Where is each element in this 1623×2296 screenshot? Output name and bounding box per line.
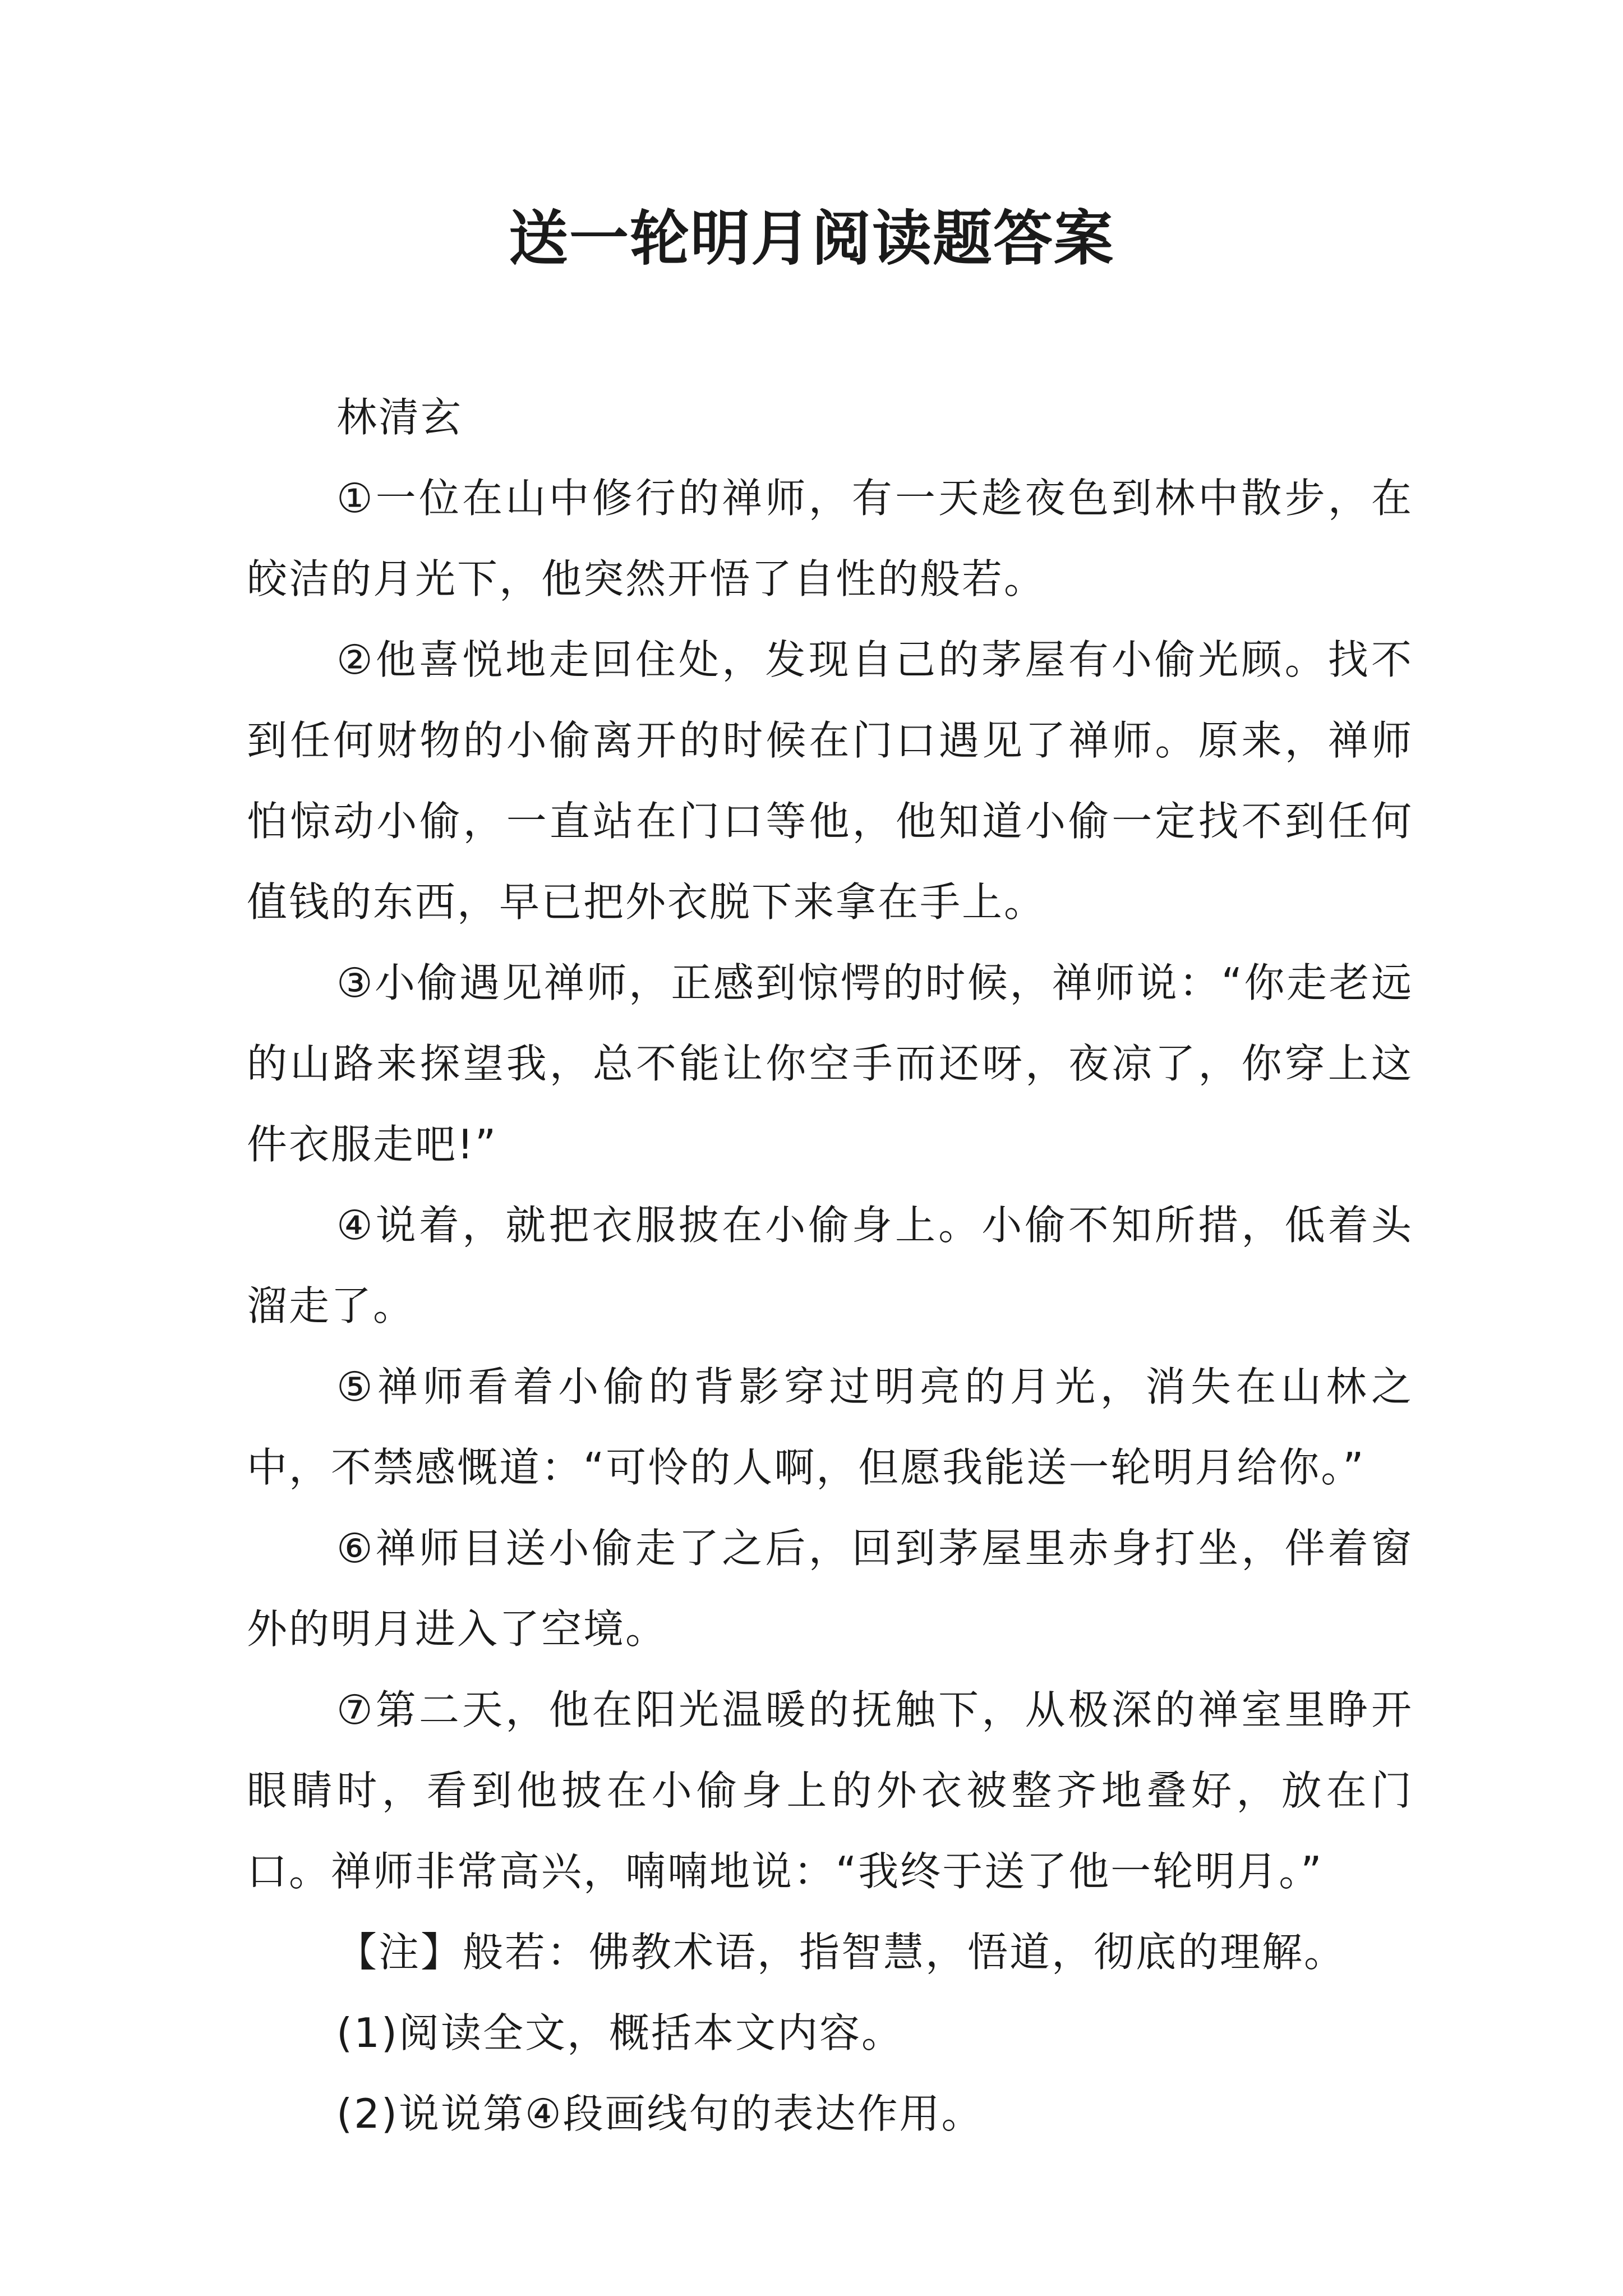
question-1: (1)阅读全文，概括本文内容。 xyxy=(336,2009,903,2056)
paragraph-7: ⑦第二天，他在阳光温暖的抚触下，从极深的禅室里睁开眼睛时，看到他披在小偷身上的外衣被整齐地叠好，放在门口。禅师非常高兴，喃喃地说：“我终于送了他一轮明月。” xyxy=(247,1686,1413,1895)
paragraph-2: ②他喜悦地走回住处，发现自己的茅屋有小偷光顾。找不到任何财物的小偷离开的时候在门口遇见了禅师。原来，禅师怕惊动小偷，一直站在门口等他，他知道小偷一定找不到任何值钱的东西，早已把外衣脱下来拿在手上。 xyxy=(247,636,1413,926)
paragraph-1: ①一位在山中修行的禅师，有一天趁夜色到林中散步，在皎洁的月光下，他突然开悟了自性的般若。 xyxy=(247,475,1413,602)
paragraph-4: ④说着，就把衣服披在小偷身上。小偷不知所措，低着头溜走了。 xyxy=(247,1202,1413,1329)
paragraph-5: ⑤禅师看着小偷的背影穿过明亮的月光，消失在山林之中，不禁感慨道：“可怜的人啊，但愿我能送一轮明月给你。” xyxy=(247,1363,1413,1491)
document-title: 送一轮明月阅读题答案 xyxy=(509,203,1114,273)
question-2: (2)说说第④段画线句的表达作用。 xyxy=(336,2090,984,2137)
author-line: 林清玄 xyxy=(336,394,463,441)
paragraph-3: ③小偷遇见禅师，正感到惊愕的时候，禅师说：“你走老远的山路来探望我，总不能让你空手而还呀，夜凉了，你穿上这件衣服走吧!” xyxy=(247,959,1413,1168)
paragraph-6: ⑥禅师目送小偷走了之后，回到茅屋里赤身打坐，伴着窗外的明月进入了空境。 xyxy=(247,1525,1413,1653)
article-body xyxy=(247,377,1413,2154)
note-line: 【注】般若：佛教术语，指智慧，悟道，彻底的理解。 xyxy=(336,1929,1347,1976)
